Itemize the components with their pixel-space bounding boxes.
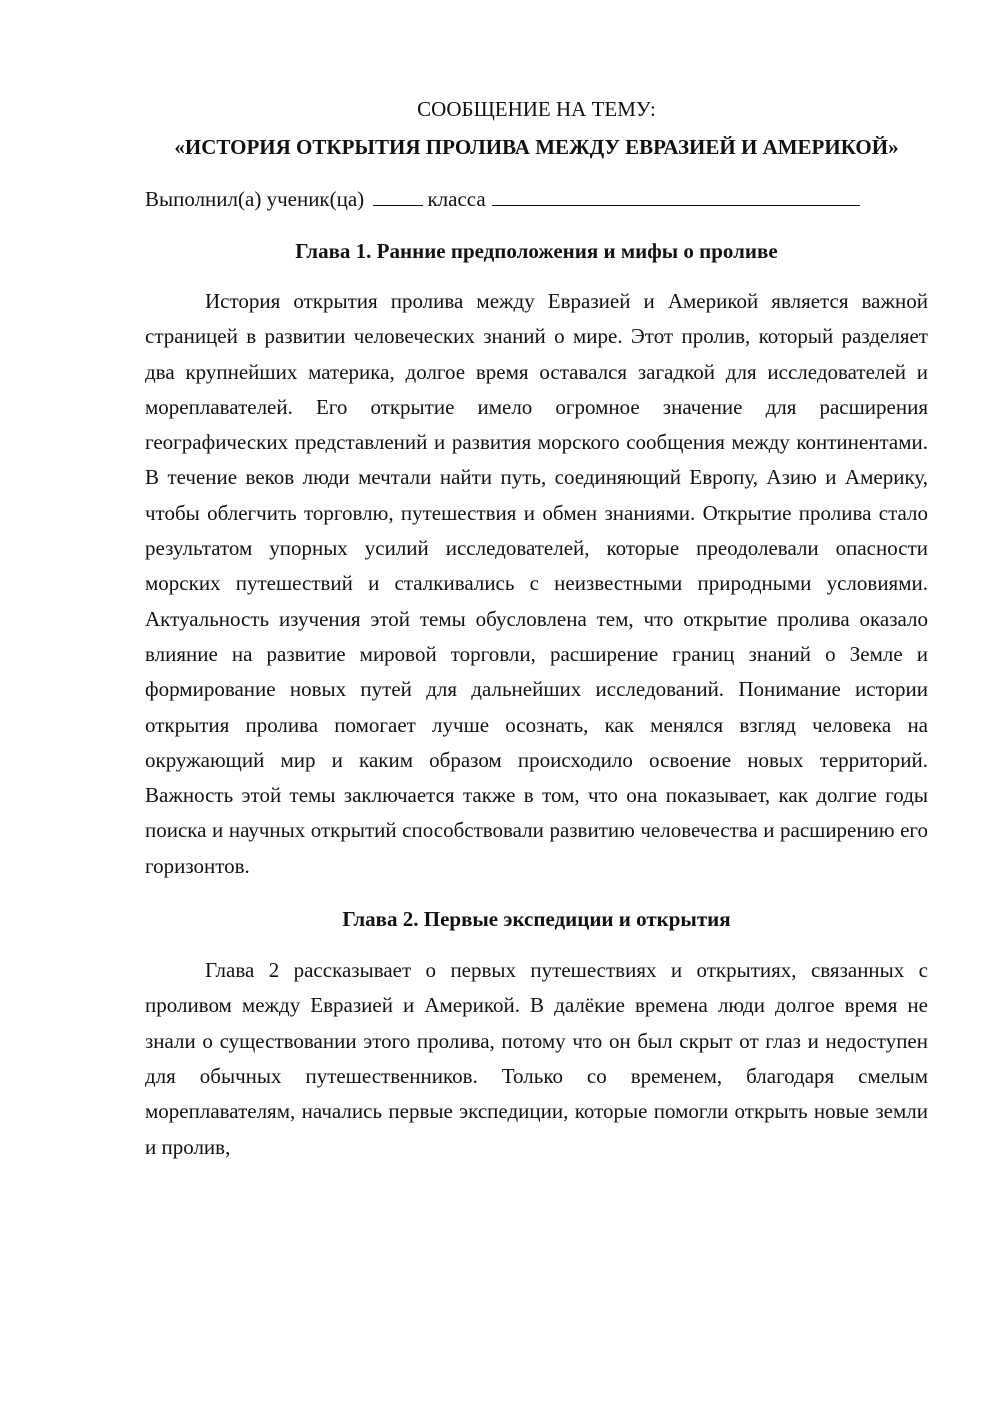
class-number-blank[interactable] bbox=[373, 183, 423, 206]
chapter-2-paragraph: Глава 2 рассказывает о первых путешествиях и открытиях, связанных с проливом между Евразией и Америкой. В далёкие времена люди долгое время не знали о существовании этого пролива, потому что он был скрыт от глаз и недоступен для обычных путешественников. Только со временем, благодаря смелым мореплавателям, начались первые экспедиции, которые помогли открыть новые земли и пролив, bbox=[145, 958, 928, 1159]
chapter-1-paragraph: История открытия пролива между Евразией и Америкой является важной страницей в развитии человеческих знаний о мире. Этот пролив, который разделяет два крупнейших материка, долгое время оставался загадкой для исследователей и мореплавателей. Его открытие имело огромное значение для расширения географических представлений и развития морского сообщения между континентами. В течение веков люди мечтали найти путь, соединяющий Европу, Азию и Америку, чтобы облегчить торговлю, путешествия и обмен знаниями. Открытие пролива стало результатом упорных усилий исследователей, которые преодолевали опасности морских путешествий и сталкивались с неизвестными природными условиями. Актуальность изучения этой темы обусловлена тем, что открытие пролива оказало влияние на развитие мировой торговли, расширение границ знаний о Земле и формирование новых путей для дальнейших исследований. Понимание истории открытия пролива помогает лучше осознать, как менялся взгляд человека на окружающий мир и каким образом происходило освоение новых территорий. Важность этой темы заключается также в том, что она показывает, как долгие годы поиска и научных открытий способствовали развитию человечества и расширению его горизонтов. bbox=[145, 289, 928, 878]
chapter-1-heading: Глава 1. Ранние предположения и мифы о проливе bbox=[295, 239, 778, 263]
document-topic: «ИСТОРИЯ ОТКРЫТИЯ ПРОЛИВА МЕЖДУ ЕВРАЗИЕЙ И АМЕРИКОЙ» bbox=[174, 135, 899, 159]
class-label: класса bbox=[427, 187, 486, 211]
performer-line bbox=[145, 182, 928, 217]
chapter-2-heading: Глава 2. Первые экспедиции и открытия bbox=[342, 907, 731, 932]
performer-label: Выполнил(а) ученик(ца) bbox=[145, 187, 365, 211]
student-name-blank[interactable] bbox=[492, 183, 860, 206]
document-body bbox=[145, 92, 928, 1165]
document-title: СООБЩЕНИЕ НА ТЕМУ: bbox=[417, 97, 656, 121]
